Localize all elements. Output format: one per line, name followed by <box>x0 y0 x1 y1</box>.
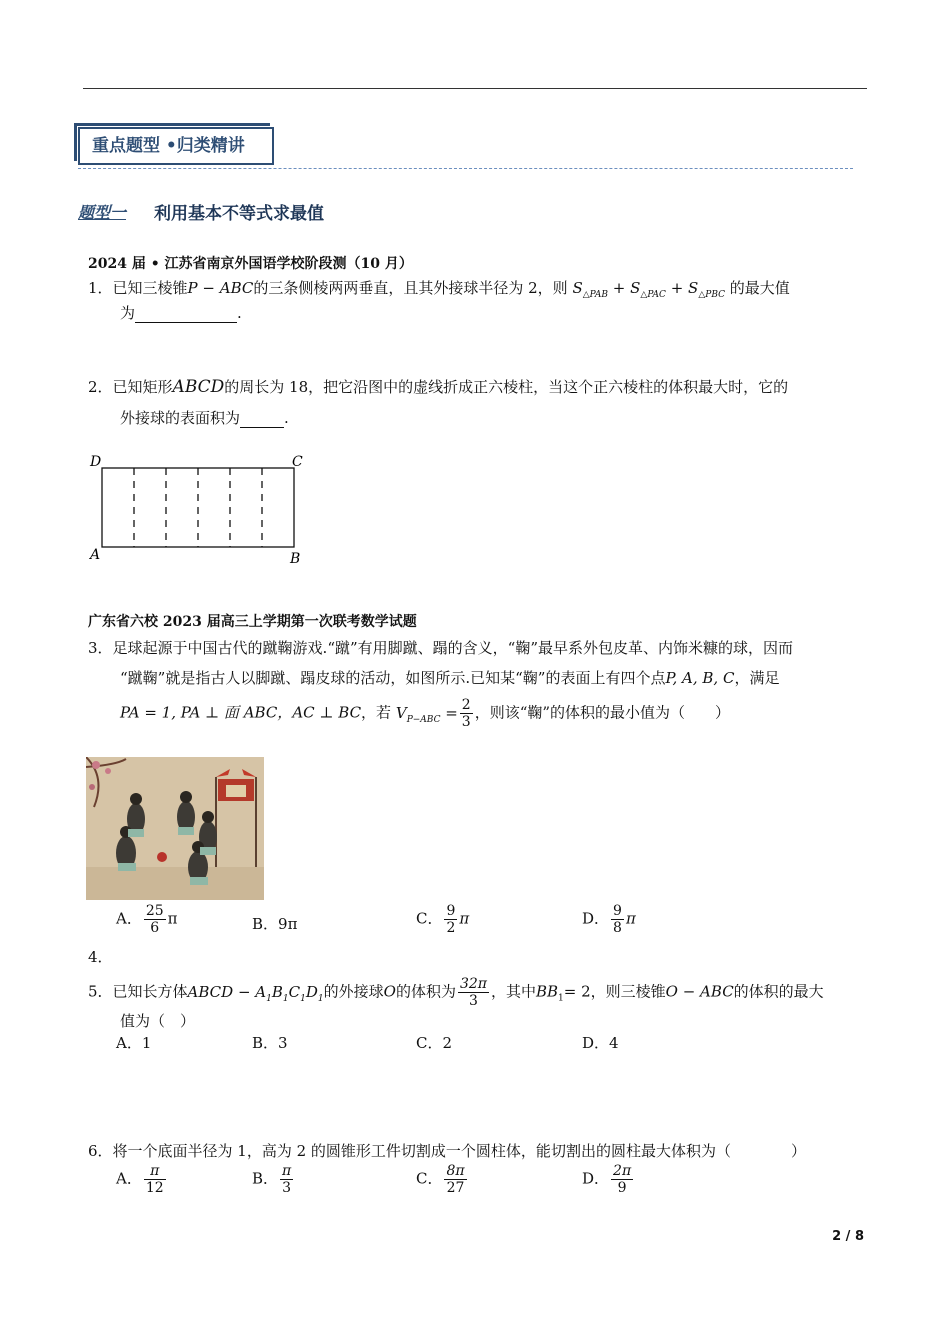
question-3-line-3: PA = 1, PA ⊥ 面 ABC，AC ⊥ BC，若 $V_{P-ABC}$ = $\frac{2}{3}$ ，则该“鞠”的体积的最小值为（ ） <box>120 697 731 730</box>
type-title: 利用基本不等式求最值 <box>154 204 324 224</box>
question-4: 4． <box>88 948 113 966</box>
q3-option-c[interactable]: C． $\frac{9}{2}$ π <box>416 903 470 936</box>
q6-option-b[interactable]: B． $\frac{\pi}{3}$ <box>252 1163 292 1196</box>
label-a: A <box>90 547 101 563</box>
q6-option-d[interactable]: D． $\frac{2\pi}{9}$ <box>582 1163 632 1196</box>
answer-blank[interactable] <box>135 304 237 323</box>
question-2-line-2: 外接球的表面积为 . <box>120 409 289 427</box>
question-5-line-2: 值为（ ） <box>120 1012 196 1030</box>
label-d: D <box>90 454 102 470</box>
question-5-line-1: 5．已知长方体ABCD − $A_1B_1C_1D_1$的外接球O的体积为 $\frac{32\pi}{3}$ ，其中$BB_1= 2$，则三棱锥O − ABC的体积的最大 <box>88 976 824 1009</box>
question-2-line-1: 2．已知矩形ABCD的周长为 18，把它沿图中的虚线折成正六棱柱，当这个正六棱柱的体积最大时，它的 <box>88 377 789 397</box>
question-1-line-2: 为 . <box>120 304 242 322</box>
q6-option-c[interactable]: C． $\frac{8\pi}{27}$ <box>416 1163 465 1196</box>
type-badge: 题型一 <box>78 203 127 222</box>
source-line-1: 2024 届 • 江苏省南京外国语学校阶段测（10 月） <box>88 256 413 272</box>
dashed-divider <box>78 168 853 169</box>
question-3-line-1: 3．足球起源于中国古代的蹴鞠游戏.“蹴”有用脚蹴、蹋的含义，“鞠”最早系外包皮革、内饰米糠的球，因而 <box>88 639 793 657</box>
area-sum-expression: $S_{\triangle PAB} + S_{\triangle PAC} + S_{\triangle PBC}$ <box>572 279 725 300</box>
q5-option-a[interactable]: A．1 <box>116 1034 152 1052</box>
page-number: 2 / 8 <box>832 1229 864 1244</box>
label-c: C <box>292 454 303 470</box>
question-1-line-1: 1．已知三棱锥P − ABC的三条侧棱两两垂直，且其外接球半径为 2，则 $S_{\triangle PAB} + S_{\triangle PAC} + S_{\triangle PBC}$ 的最大值 <box>88 279 790 300</box>
question-6-line-1: 6．将一个底面半径为 1，高为 2 的圆锥形工件切割成一个圆柱体，能切割出的圆柱最大体积为（ ） <box>88 1142 806 1160</box>
q5-option-d[interactable]: D．4 <box>582 1034 619 1052</box>
q5-option-c[interactable]: C．2 <box>416 1034 453 1052</box>
label-b: B <box>290 551 301 567</box>
rectangle-fold-figure <box>86 450 316 570</box>
section-banner: 重点题型 •归类精讲 <box>78 127 274 165</box>
source-line-2: 广东省六校 2023 届高三上学期第一次联考数学试题 <box>88 614 417 630</box>
question-3-line-2: “蹴鞠”就是指古人以脚蹴、蹋皮球的活动，如图所示.已知某“鞠”的表面上有四个点P, A, B, C，满足 <box>120 669 780 687</box>
q3-option-a[interactable]: A． $\frac{25}{6}$ π <box>116 903 178 936</box>
answer-blank[interactable] <box>240 409 284 428</box>
cuju-illustration <box>86 757 264 900</box>
q5-option-b[interactable]: B．3 <box>252 1034 288 1052</box>
q6-option-a[interactable]: A． $\frac{\pi}{12}$ <box>116 1163 164 1196</box>
q3-option-b[interactable]: B．9π <box>252 915 298 933</box>
top-rule <box>83 88 867 89</box>
q3-option-d[interactable]: D． $\frac{9}{8}$ π <box>582 903 636 936</box>
